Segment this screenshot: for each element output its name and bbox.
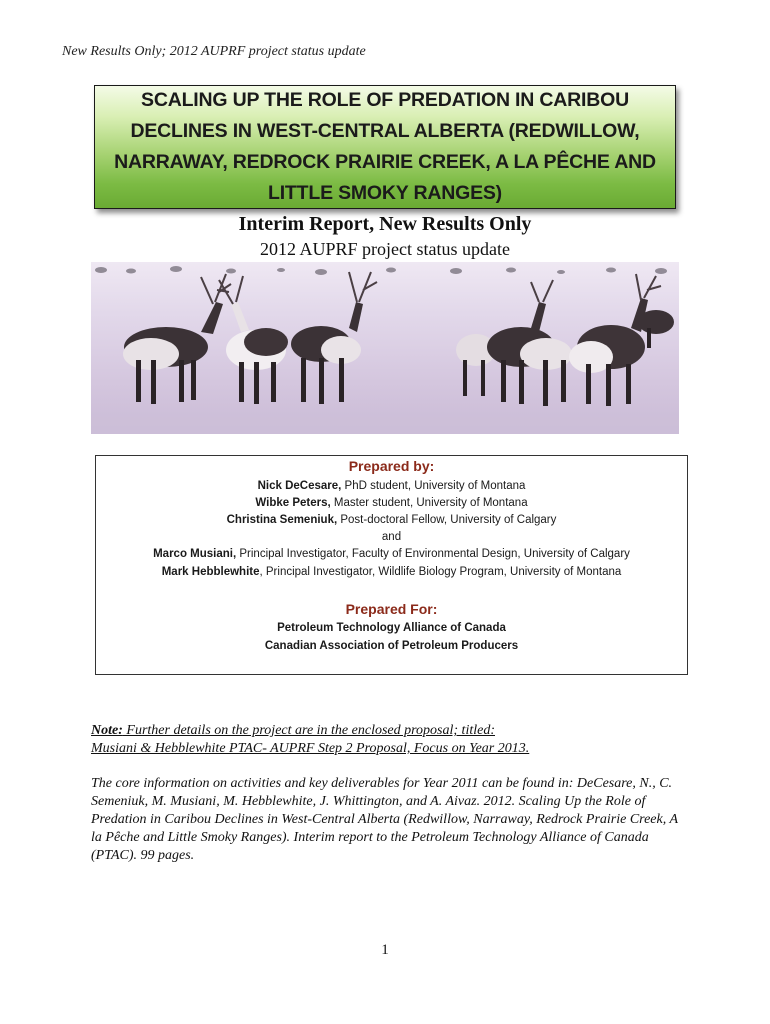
page-number: 1 xyxy=(381,942,389,958)
author-conjunction: and xyxy=(381,531,402,543)
prepared-by-heading: Prepared by: xyxy=(348,458,435,474)
caribou-photo xyxy=(91,262,679,434)
author-line: Mark Hebblewhite, Principal Investigator, Wildlife Biology Program, University of Montana xyxy=(161,566,622,578)
note-label: Note: xyxy=(91,723,123,738)
core-info-paragraph: The core information on activities and key deliverables for Year 2011 can be found in: DeCesare, N., C. Semeniuk, M. Musiani, M. Hebblewhite, J. Whittington, and A. Aivaz. 2012. Scaling Up the Role of Predation in Caribou Declines in West-Central Alberta (Redwillow, Narraway, Redrock Prairie Creek, A la Pêche and Little Smoky Ranges). Interim report to the Petroleum Technology Alliance of Canada (PTAC). 99 pages. xyxy=(91,776,678,863)
author-line: Marco Musiani, Principal Investigator, Faculty of Environmental Design, University of Calgary xyxy=(153,548,630,560)
author-line: Wibke Peters, Master student, University of Montana xyxy=(255,497,528,509)
proposal-reference: Musiani & Hebblewhite PTAC- AUPRF Step 2 Proposal, Focus on Year 2013. xyxy=(91,741,530,756)
author-line: Christina Semeniuk, Post-doctoral Fellow, University of Calgary xyxy=(226,514,557,526)
organization-line: Petroleum Technology Alliance of Canada xyxy=(277,622,506,634)
caribou-herd-illustration xyxy=(91,262,679,434)
document-title: SCALING UP THE ROLE OF PREDATION IN CARIBOU DECLINES IN WEST-CENTRAL ALBERTA (REDWILLOW, NARRAWAY, REDROCK PRAIRIE CREEK, A LA PÊCHE AND LITTLE SMOKY RANGES) xyxy=(114,89,656,204)
running-header: New Results Only; 2012 AUPRF project status update xyxy=(62,44,366,59)
report-subtitle: Interim Report, New Results Only xyxy=(238,213,532,235)
author-line: Nick DeCesare, PhD student, University of Montana xyxy=(257,480,526,492)
report-status-line: 2012 AUPRF project status update xyxy=(260,239,510,259)
prepared-box xyxy=(95,455,688,675)
title-box xyxy=(94,85,676,209)
note-paragraph xyxy=(91,722,691,758)
organization-line: Canadian Association of Petroleum Producers xyxy=(264,640,519,652)
note-text: Further details on the project are in the enclosed proposal; titled: xyxy=(122,723,495,738)
prepared-for-heading: Prepared For: xyxy=(345,601,438,617)
